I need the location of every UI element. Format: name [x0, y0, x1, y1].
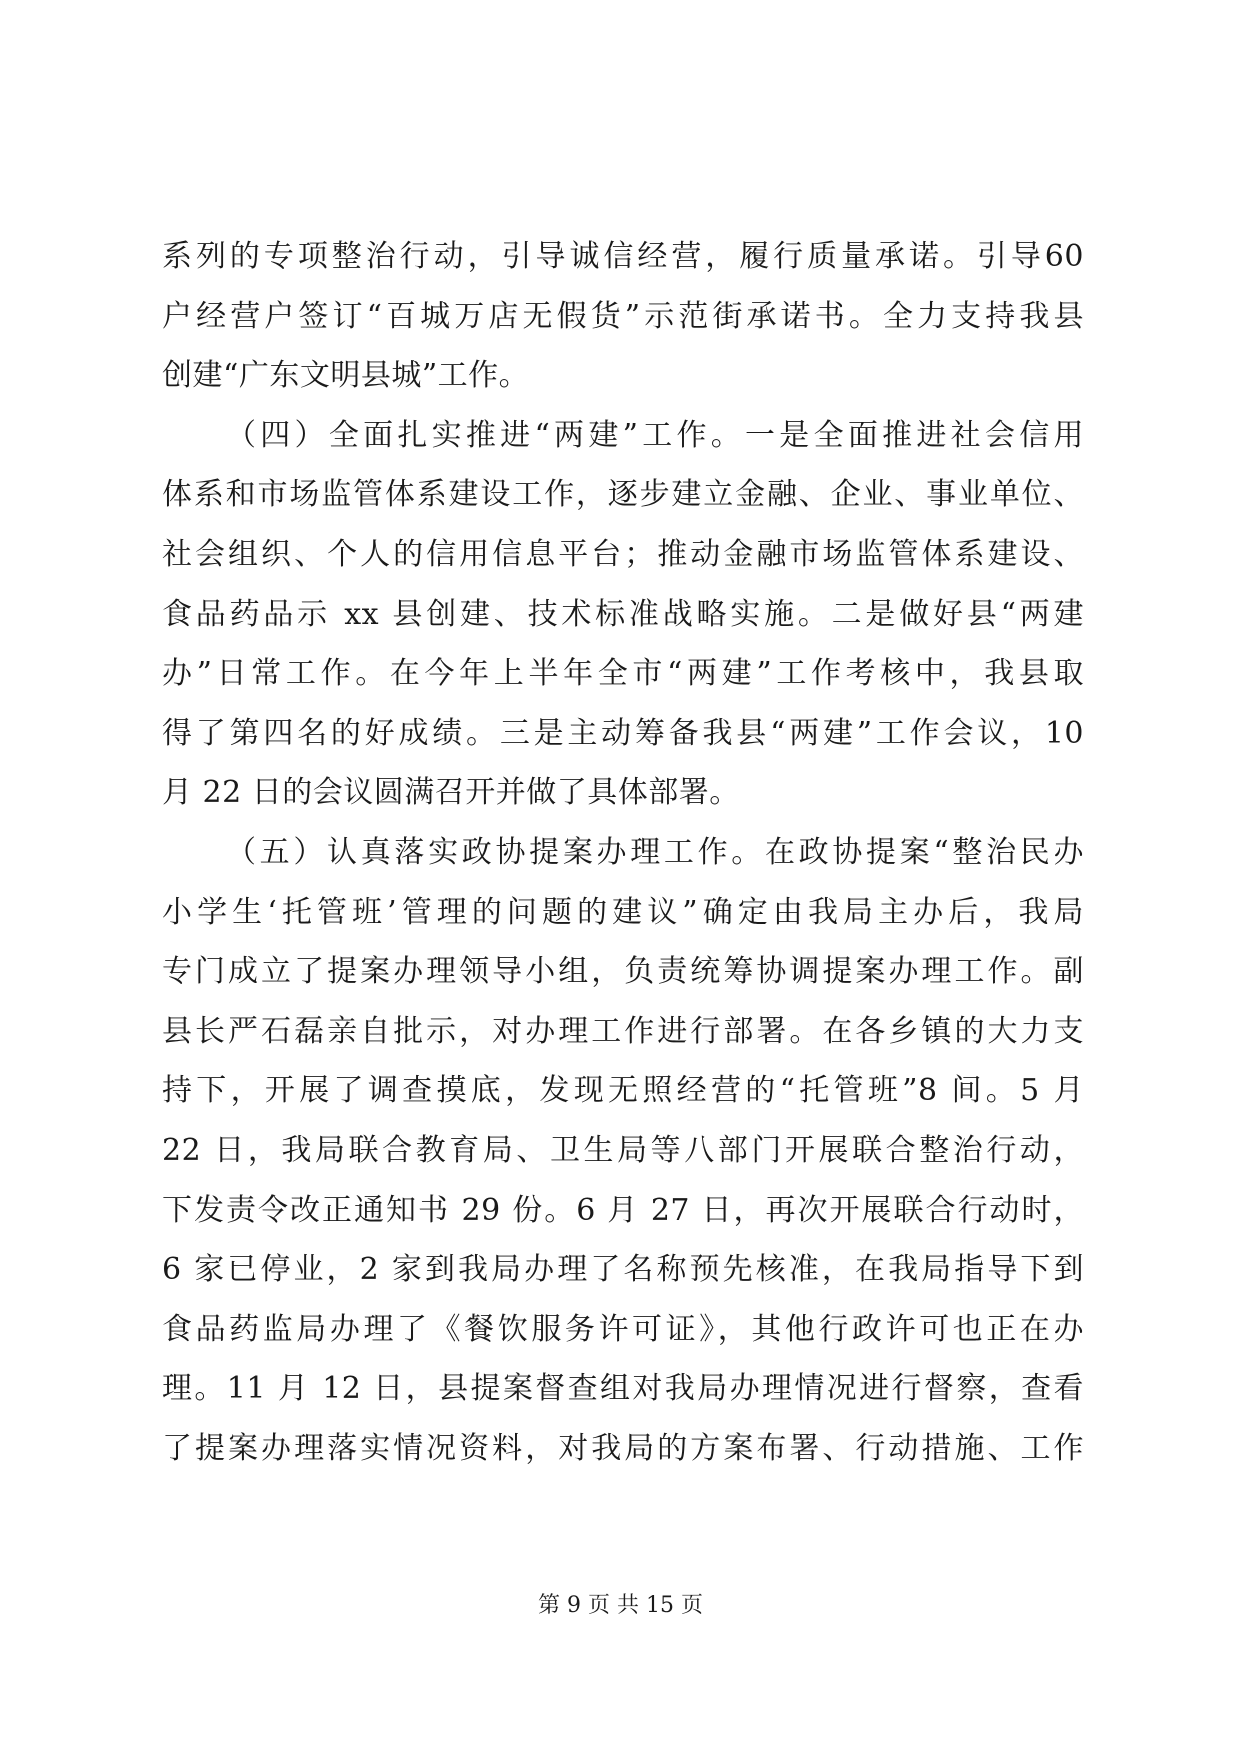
- text-line: 创建“广东文明县城”工作。: [162, 358, 530, 394]
- text-line: 月 22 日的会议圆满召开并做了具体部署。: [162, 775, 740, 811]
- text-line: 县长严石磊亲自批示，对办理工作进行部署。在各乡镇的大力支: [162, 1013, 1084, 1049]
- text-line: 6 家已停业，2 家到我局办理了名称预先核准，在我局指导下到: [162, 1252, 1084, 1288]
- text-line: 体系和市场监管体系建设工作，逐步建立金融、企业、事业单位、: [162, 477, 1084, 513]
- text-line: 持下，开展了调查摸底，发现无照经营的“托管班”8 间。5 月: [162, 1073, 1084, 1109]
- text-line: 户经营户签订“百城万店无假货”示范街承诺书。全力支持我县: [162, 298, 1084, 334]
- text-line: 办”日常工作。在今年上半年全市“两建”工作考核中，我县取: [162, 656, 1084, 692]
- text-line: 系列的专项整治行动，引导诚信经营，履行质量承诺。引导60: [162, 239, 1084, 274]
- text-line: 得了第四名的好成绩。三是主动筹备我县“两建”工作会议，10: [162, 715, 1084, 751]
- page-number-footer: 第 9 页 共 15 页: [538, 1593, 703, 1618]
- text-line: 理。11 月 12 日，县提案督查组对我局办理情况进行督察，查看: [162, 1371, 1084, 1407]
- text-line: 下发责令改正通知书 29 份。6 月 27 日，再次开展联合行动时，: [162, 1192, 1084, 1228]
- text-line: 食品药监局办理了《餐饮服务许可证》，其他行政许可也正在办: [162, 1311, 1084, 1347]
- text-line: 22 日，我局联合教育局、卫生局等八部门开展联合整治行动，: [162, 1132, 1084, 1168]
- text-line: 社会组织、个人的信用信息平台；推动金融市场监管体系建设、: [162, 536, 1084, 572]
- paragraph-start-line: （五）认真落实政协提案办理工作。在政协提案“整治民办: [226, 834, 1084, 870]
- text-line: 专门成立了提案办理领导小组，负责统筹协调提案办理工作。副: [162, 954, 1084, 990]
- text-line: 了提案办理落实情况资料，对我局的方案布署、行动措施、工作: [162, 1430, 1084, 1466]
- body-text: [162, 227, 1084, 1478]
- paragraph-start-line: （四）全面扎实推进“两建”工作。一是全面推进社会信用: [226, 417, 1084, 453]
- text-line: 小学生‘托管班’管理的问题的建议”确定由我局主办后，我局: [162, 894, 1084, 930]
- text-line: 食品药品示 xx 县创建、技术标准战略实施。二是做好县“两建: [162, 596, 1084, 632]
